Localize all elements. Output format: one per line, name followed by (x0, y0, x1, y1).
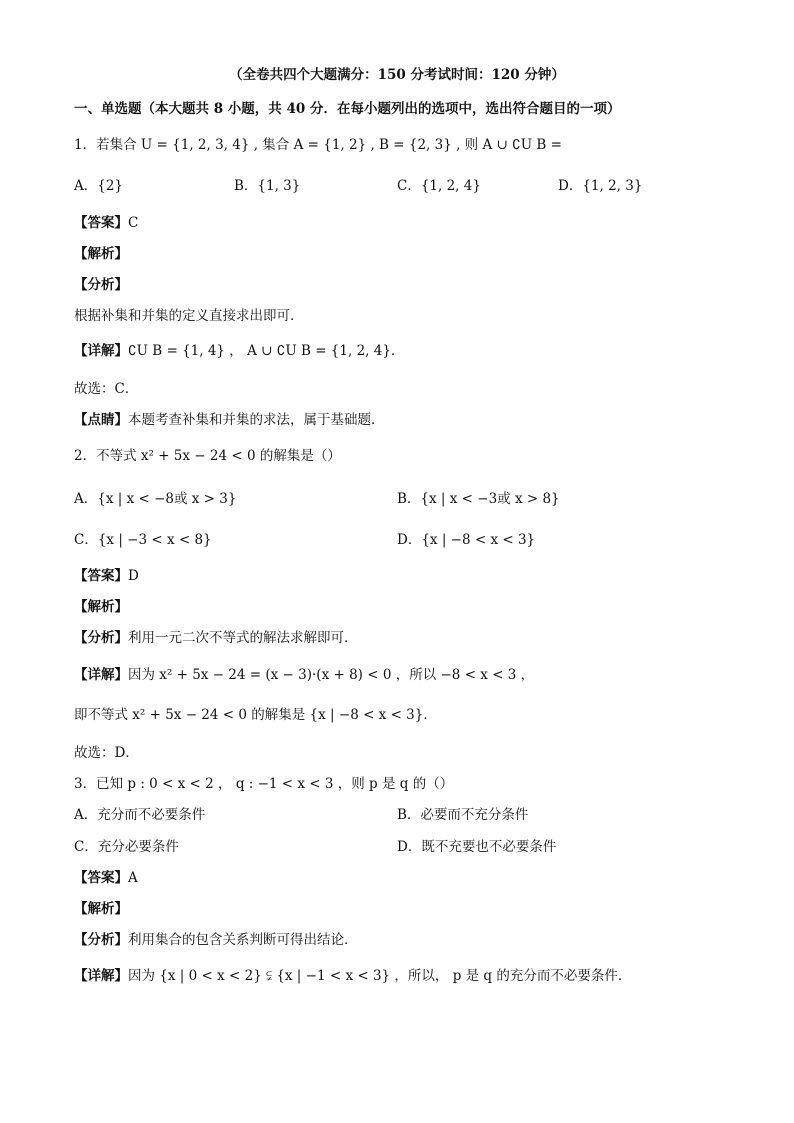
answer-value: D (128, 568, 139, 584)
fenxi-tag: 【分析】 (74, 630, 128, 646)
dianjing-text: 本题考查补集和并集的求法，属于基础题． (128, 412, 385, 428)
q1-fenxi-text: 根据补集和并集的定义直接求出即可． (74, 308, 304, 324)
q1-xiangjie (74, 342, 404, 360)
xiangjie-text: ∁U B = {1, 4} ， A ∪ ∁U B = {1, 2, 4}． (128, 343, 405, 359)
answer-value: A (128, 870, 138, 886)
q2-xiangjie-2: 即不等式 x² + 5x − 24 < 0 的解集是 {x | −8 < x < 3}． (74, 707, 437, 723)
xiangjie-tag: 【详解】 (74, 968, 128, 984)
answer-tag: 【答案】 (74, 568, 128, 584)
q3-option-c: C．充分必要条件 (74, 839, 179, 855)
answer-tag: 【答案】 (74, 870, 128, 886)
exam-header: （全卷共四个大题满分：150 分考试时间：120 分钟） (229, 67, 565, 83)
xiangjie-tag: 【详解】 (74, 343, 128, 359)
q2-stem: 2．不等式 x² + 5x − 24 < 0 的解集是（） (74, 448, 341, 464)
q3-option-a: A．充分而不必要条件 (74, 807, 206, 823)
q3-jiexi: 【解析】 (74, 901, 128, 917)
q2-xiangjie (74, 666, 534, 684)
q1-option-d: D．{1, 2, 3} (558, 178, 643, 194)
q1-dianjing (74, 411, 385, 429)
q2-option-b: B．{x | x < −3或 x > 8} (397, 491, 560, 507)
section-title: 一、单选题（本大题共 8 小题，共 40 分．在每小题列出的选项中，选出符合题目的一项） (74, 101, 621, 117)
q2-answer (74, 567, 139, 585)
q1-jiexi: 【解析】 (74, 246, 128, 262)
q3-xiangjie (74, 967, 631, 985)
q2-fenxi (74, 629, 358, 647)
xiangjie-text: 因为 x² + 5x − 24 = (x − 3)·(x + 8) < 0 ，所以 −8 < x < 3 ， (128, 667, 535, 683)
q1-answer (74, 214, 138, 232)
q3-option-d: D．既不充要也不必要条件 (397, 839, 557, 855)
q1-option-b: B．{1, 3} (234, 178, 301, 194)
fenxi-text: 利用一元二次不等式的解法求解即可． (128, 630, 358, 646)
q2-option-c: C．{x | −3 < x < 8} (74, 532, 212, 548)
q3-option-b: B．必要而不充分条件 (397, 807, 529, 823)
q1-option-a: A．{2} (74, 178, 124, 194)
q2-option-a: A．{x | x < −8或 x > 3} (74, 491, 237, 507)
xiangjie-text: 因为 {x | 0 < x < 2} ⫋ {x | −1 < x < 3} ，所以， p 是 q 的充分而不必要条件． (128, 968, 632, 984)
q2-jiexi: 【解析】 (74, 599, 128, 615)
xiangjie-tag: 【详解】 (74, 667, 128, 683)
q3-stem: 3．已知 p : 0 < x < 2 ， q : −1 < x < 3 ，则 p 是 q 的（） (74, 776, 454, 792)
dianjing-tag: 【点睛】 (74, 412, 128, 428)
q1-stem: 1．若集合 U = {1, 2, 3, 4} , 集合 A = {1, 2} , B = {2, 3} , 则 A ∪ ∁U B = (74, 137, 562, 153)
q1-option-c: C．{1, 2, 4} (397, 178, 481, 194)
q1-fenxi: 【分析】 (74, 277, 128, 293)
fenxi-text: 利用集合的包含关系判断可得出结论． (128, 932, 358, 948)
q2-guxuan: 故选：D． (74, 745, 139, 761)
q1-guxuan: 故选：C． (74, 381, 139, 397)
fenxi-tag: 【分析】 (74, 932, 128, 948)
q2-option-d: D．{x | −8 < x < 3} (397, 532, 536, 548)
q3-fenxi (74, 931, 358, 949)
q3-answer (74, 869, 138, 887)
answer-value: C (128, 215, 139, 231)
answer-tag: 【答案】 (74, 215, 128, 231)
